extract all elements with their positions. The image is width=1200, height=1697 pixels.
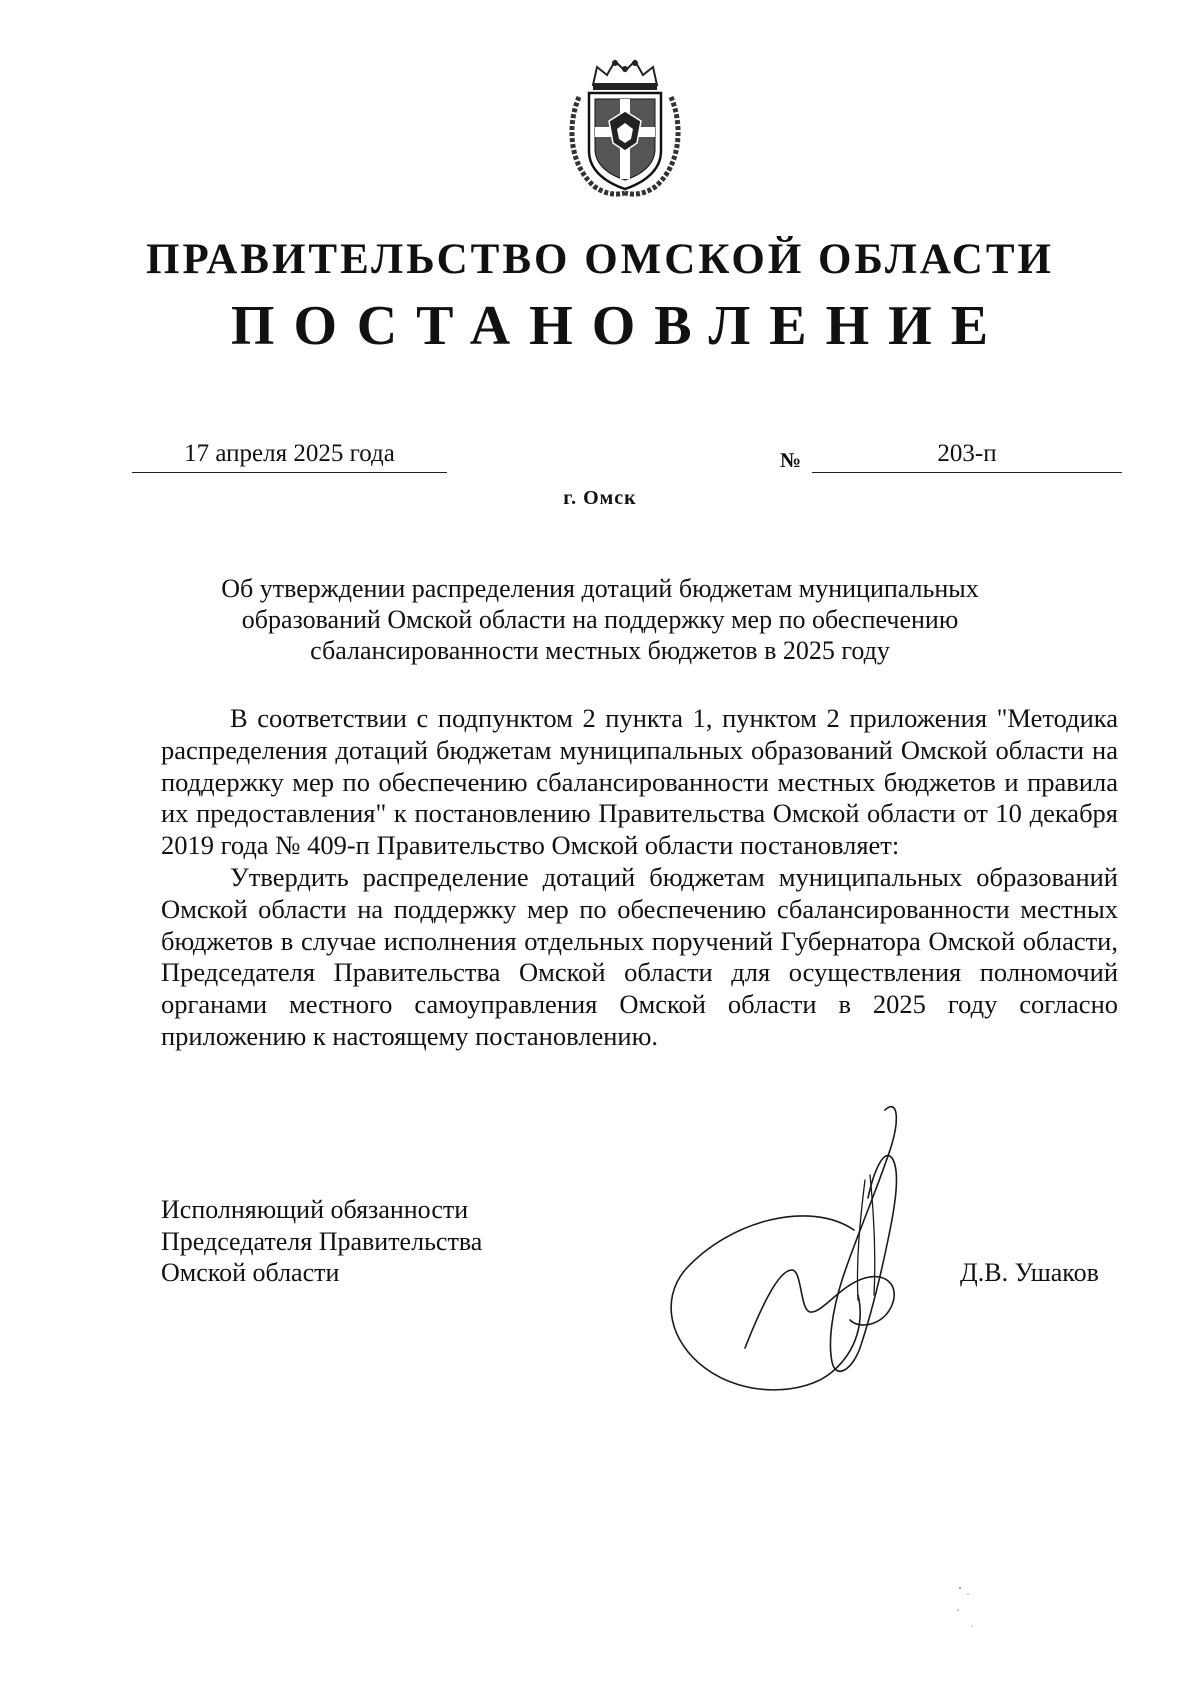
city-label: г. Омск [563, 487, 637, 509]
body-paragraph: Утвердить распределение дотаций бюджетам муниципальных образований Омской области на поддержку мер по обеспечению сбалансированности местных бюджетов в случае исполнения отдельных поручений Губернатора Омской области, Председателя Правительства Омской области для осуществления полномочий органами местного самоуправления Омской области в 2025 году согласно приложению к настоящему постановлению. [161, 861, 1118, 1051]
signer-name: Д.В. Ушаков [960, 1258, 1099, 1287]
subject-line: сбалансированности местных бюджетов в 2025 году [310, 636, 890, 665]
document-body [161, 703, 1118, 1053]
scan-specks [950, 1580, 990, 1640]
document-number: 203-п [812, 438, 1122, 473]
subject-line: образований Омской области на поддержку мер по обеспечению [241, 605, 959, 634]
signer-position-line: Исполняющий обязанности [161, 1195, 469, 1224]
document-subject [160, 573, 1040, 666]
document-date: 17 апреля 2025 года [132, 438, 447, 473]
body-paragraph: В соответствии с подпунктом 2 пункта 1, пунктом 2 приложения "Методика распределения дотаций бюджетам муниципальных образований Омской области на поддержку мер по обеспечению сбалансированности местных бюджетов и правила их предоставления" к постановлению Правительства Омской области от 10 декабря 2019 года № 409-п Правительство Омской области постановляет: [161, 703, 1118, 861]
coat-of-arms-icon [565, 55, 685, 200]
signer-position-line: Председателя Правительства [161, 1226, 483, 1256]
signature-image [660, 1080, 990, 1410]
signer-position-line: Омской области [161, 1258, 340, 1287]
document-type-title: ПОСТАНОВЛЕНИЕ [230, 295, 1008, 357]
subject-line: Об утверждении распределения дотаций бюджетам муниципальных [221, 574, 979, 603]
government-title: ПРАВИТЕЛЬСТВО ОМСКОЙ ОБЛАСТИ [146, 236, 1054, 283]
number-label: № [780, 448, 802, 472]
signer-position [161, 1194, 482, 1289]
